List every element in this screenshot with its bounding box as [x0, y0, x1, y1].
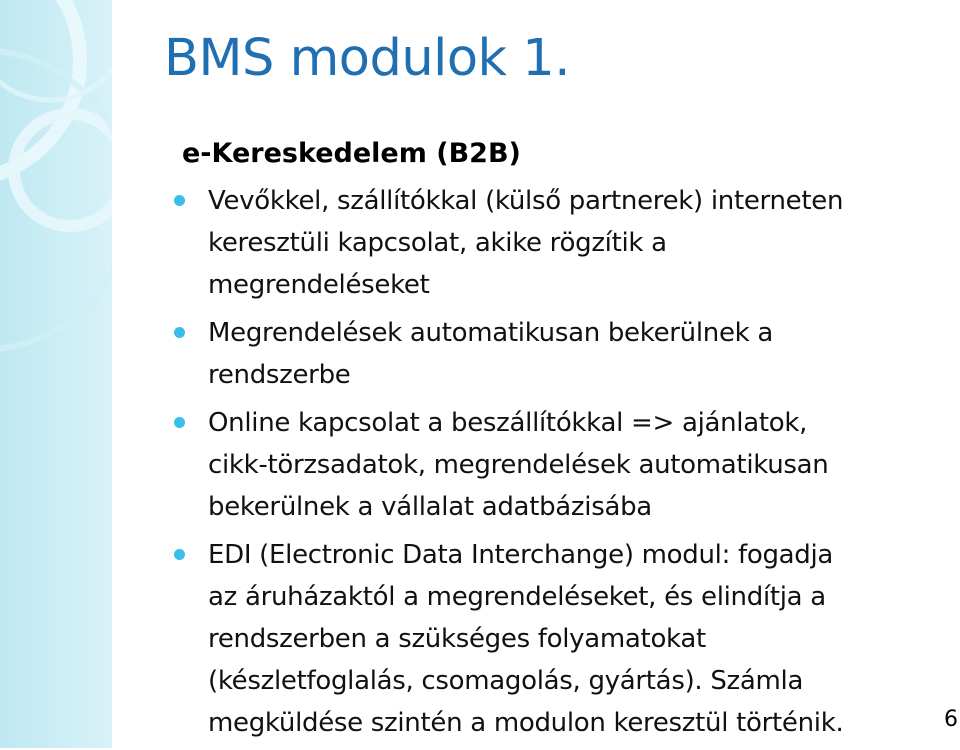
bullet-line: az áruházaktól a megrendeléseket, és elindítja a	[208, 582, 826, 612]
bullet-item	[170, 180, 960, 306]
bullet-line: rendszerbe	[208, 360, 351, 390]
bullet-list	[170, 180, 960, 744]
slide-title: BMS modulok 1.	[164, 29, 570, 88]
bullet-item	[170, 402, 960, 528]
bullet-line: cikk-törzsadatok, megrendelések automatikusan	[208, 450, 829, 480]
bullet-item	[170, 312, 960, 396]
bullet-line: rendszerben a szükséges folyamatokat	[208, 624, 706, 654]
page-number: 6	[944, 707, 958, 732]
bullet-line: Vevőkkel, szállítókkal (külső partnerek) interneten	[208, 186, 844, 216]
bullet-line: Online kapcsolat a beszállítókkal => ajánlatok,	[208, 408, 808, 438]
decorative-sidebar	[0, 0, 112, 748]
bullet-item	[170, 534, 960, 744]
bullet-line: Megrendelések automatikusan bekerülnek a	[208, 318, 774, 348]
bullet-line: bekerülnek a vállalat adatbázisába	[208, 492, 652, 522]
bullet-line: megrendeléseket	[208, 270, 430, 300]
bullet-line: EDI (Electronic Data Interchange) modul: fogadja	[208, 540, 834, 570]
slide-content	[170, 134, 960, 750]
bullet-line: keresztüli kapcsolat, akike rögzítik a	[208, 228, 667, 258]
bullet-line: (készletfoglalás, csomagolás, gyártás). Számla	[208, 666, 804, 696]
bullet-dot-icon	[174, 549, 185, 560]
bullet-dot-icon	[174, 195, 185, 206]
bullet-dot-icon	[174, 327, 185, 338]
bullet-line: megküldése szintén a modulon keresztül történik.	[208, 708, 844, 738]
slide-subheading: e-Kereskedelem (B2B)	[182, 138, 521, 169]
decorative-background	[0, 0, 112, 748]
bullet-dot-icon	[174, 417, 185, 428]
